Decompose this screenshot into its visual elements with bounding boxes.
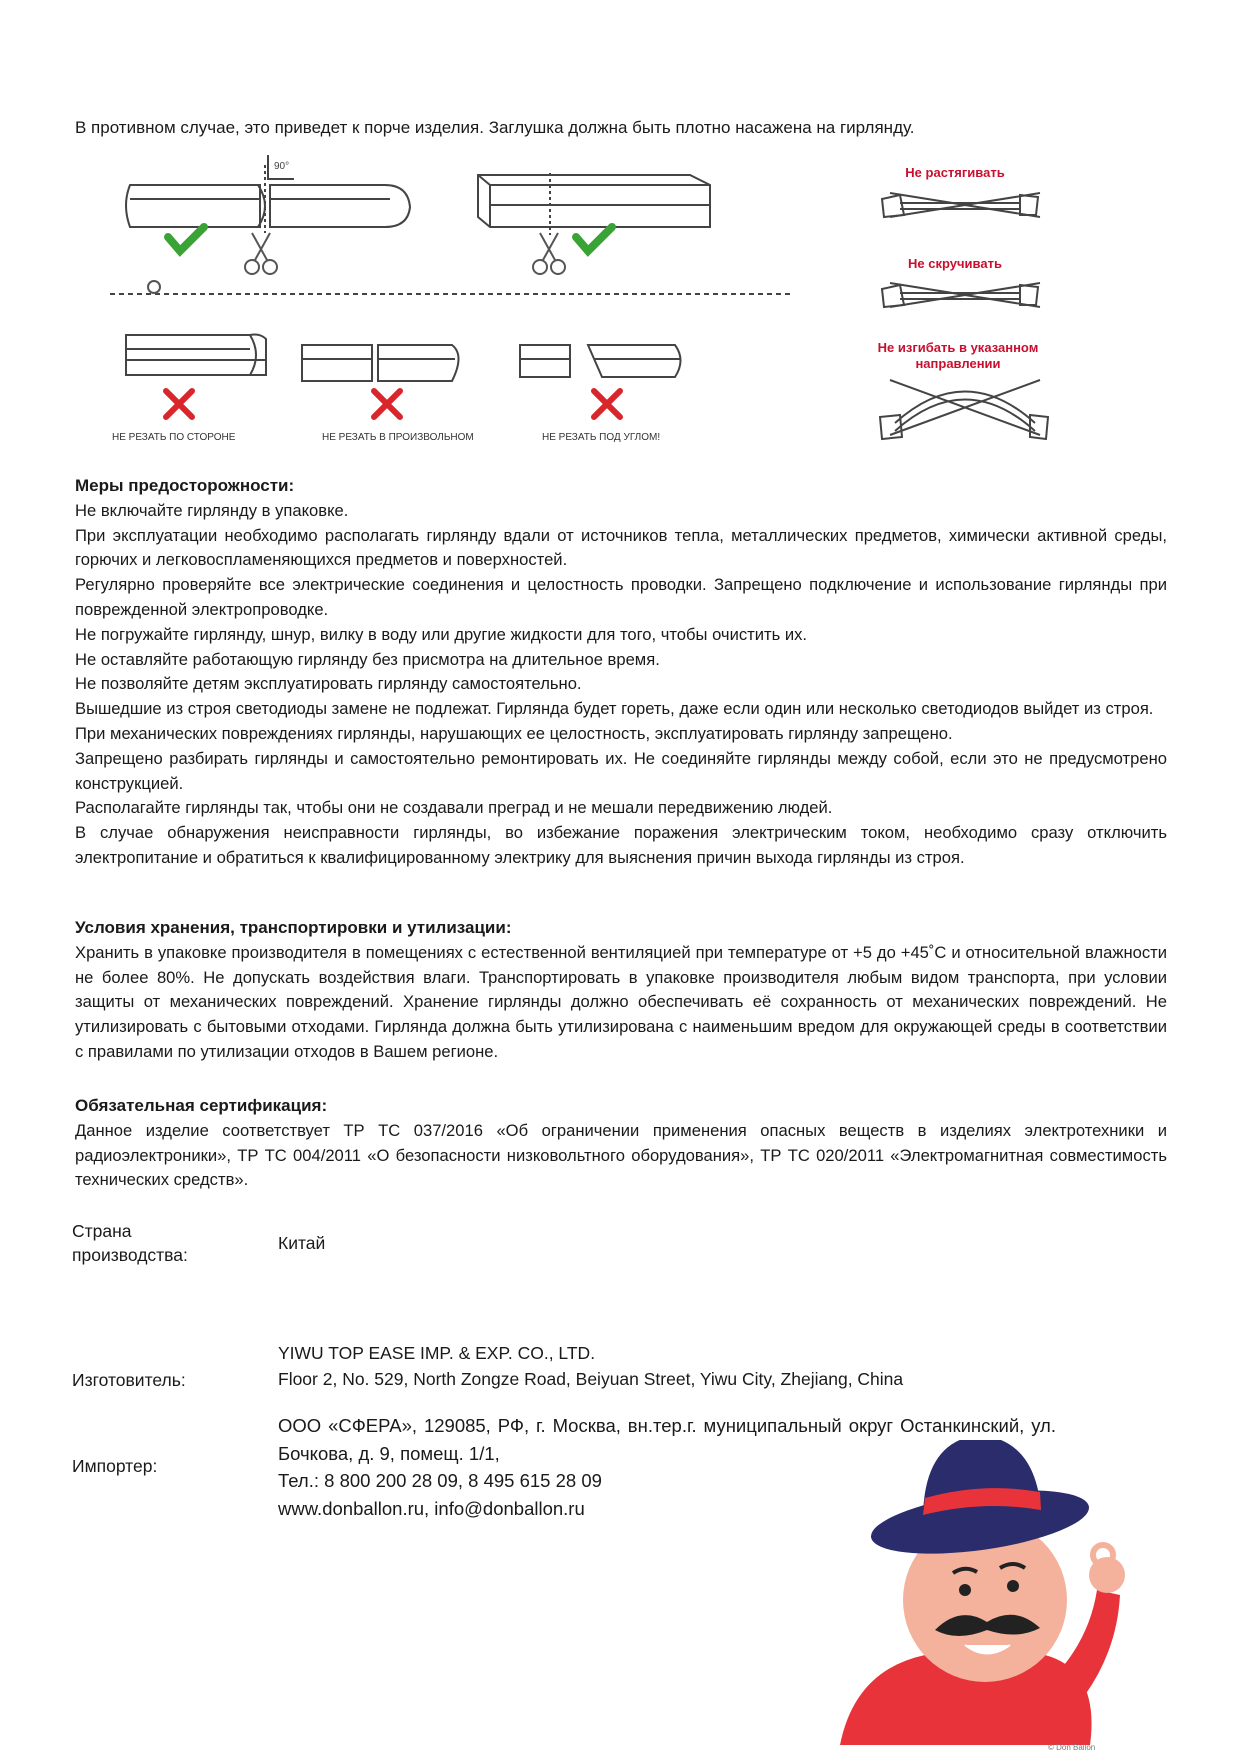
importer-phone: Тел.: 8 800 200 28 09, 8 495 615 28 09	[278, 1470, 602, 1491]
warn-no-twist: Не скручивать	[908, 256, 1002, 271]
importer-label: Импортер:	[72, 1456, 158, 1476]
certification-text: Данное изделие соответствует ТР ТС 037/2016 «Об ограничении применения опасных веществ в изделиях электротехники и радиоэлектроники», ТР ТС 004/2011 «О безопасности низковольтного оборудования», ТР ТС 020/2011 «Электромагнитная совместимость технических средств».	[75, 1120, 1167, 1190]
storage-text: Хранить в упаковке производителя в помещениях с естественной вентиляцией при температуре от +5 до +45˚С и относительной влажности не более 80%. Не допускать воздействия влаги. Транспортировать в упаковке производителя любым видом транспорта, при условии защиты от механических повреждений. Хранение гирлянды должно обеспечивать её сохранность от механических повреждений. Не утилизировать с бытовыми отходами. Гирлянда должна быть утилизирована с наименьшим вредом для окружающей среды в соответствии с правилами по утилизации отходов в Вашем регионе.	[75, 942, 1167, 1061]
cutting-diagram	[110, 155, 1070, 455]
precaution-item: При эксплуатации необходимо располагать гирлянду вдали от источников тепла, металлических предметов, химически активной среды, горючих и легковоспламеняющихся предметов и поверхностей.	[75, 525, 1167, 570]
scissors-icons	[148, 233, 565, 293]
stretch-illustration	[882, 193, 1040, 217]
storage-title: Условия хранения, транспортировки и утилизации:	[75, 918, 512, 937]
manufacturer-value	[278, 1340, 903, 1392]
precaution-item: Не позволяйте детям эксплуатировать гирлянду самостоятельно.	[75, 674, 582, 694]
certification-section	[75, 1094, 1167, 1193]
precaution-item: В случае обнаружения неисправности гирлянды, во избежание поражения электрическим током, необходимо сразу отключить электропитание и обратиться к квалифицированному электрику для выяснения причин выхода гирлянды из строя.	[75, 823, 1167, 867]
certification-title: Обязательная сертификация:	[75, 1096, 328, 1115]
precautions-title: Меры предосторожности:	[75, 476, 295, 495]
tube-bad-angle	[520, 345, 681, 377]
intro-text: В противном случае, это приведет к порче изделия. Заглушка должна быть плотно насажена на гирлянду.	[75, 118, 915, 137]
cut-label-angle: НЕ РЕЗАТЬ ПОД УГЛОМ!	[542, 432, 661, 443]
precaution-item: Запрещено разбирать гирлянды и самостоятельно ремонтировать их. Не соединяйте гирлянды между собой, если это не предусмотрено конструкцией.	[75, 748, 1167, 793]
importer-web: www.donballon.ru, info@donballon.ru	[278, 1497, 585, 1519]
cut-label-side: НЕ РЕЗАТЬ ПО СТОРОНЕ	[112, 432, 236, 443]
precaution-item: Располагайте гирлянды так, чтобы они не создавали преград и не мешали передвижению людей.	[75, 798, 833, 818]
tube-bad-random	[302, 345, 459, 381]
check-icon-1	[168, 227, 204, 251]
precaution-item: Не оставляйте работающую гирлянду без присмотра на длительное время.	[75, 649, 660, 669]
tube-ok-right	[270, 185, 410, 227]
check-icon-2	[576, 227, 612, 251]
tube-ok-top-right	[478, 175, 710, 227]
manufacturer-name: YIWU TOP EASE IMP. & EXP. CO., LTD.	[278, 1343, 596, 1363]
warn-no-bend-2: направлении	[915, 356, 1001, 371]
country-label: Страна производства:	[72, 1221, 188, 1265]
copyright-text: © Don Ballon	[1048, 1743, 1096, 1752]
precaution-item: Регулярно проверяйте все электрические соединения и целостность проводки. Запрещено подключение и использование гирлянды при поврежденной электропроводке.	[75, 575, 1167, 619]
mascot-illustration	[835, 1440, 1135, 1745]
precautions-section	[75, 474, 1167, 871]
precaution-item: Вышедшие из строя светодиоды замене не подлежат. Гирлянда будет гореть, даже если один или несколько светодиодов выйдет из строя.	[75, 699, 1154, 719]
tube-ok-left	[126, 185, 265, 227]
manufacturer-label: Изготовитель:	[72, 1370, 186, 1390]
storage-section	[75, 916, 1167, 1065]
warn-no-stretch: Не растягивать	[905, 165, 1005, 180]
precaution-item: Не погружайте гирлянду, шнур, вилку в воду или другие жидкости для того, чтобы очистить их.	[75, 624, 808, 644]
warn-no-bend: Не изгибать в указанном	[877, 340, 1039, 355]
cut-label-random: НЕ РЕЗАТЬ В ПРОИЗВОЛЬНОМ	[322, 432, 474, 443]
bend-illustration	[880, 380, 1048, 439]
tube-bad-side	[126, 335, 266, 376]
angle-label: 90°	[274, 161, 290, 172]
precaution-item: Не включайте гирлянду в упаковке.	[75, 500, 349, 520]
country-value: Китай	[278, 1233, 326, 1253]
cross-icons	[166, 391, 620, 417]
importer-address: ООО «СФЕРА», 129085, РФ, г. Москва, вн.тер.г. муниципальный округ Останкинский, ул. Бочкова, д. 9, помещ. 1/1,	[278, 1415, 1056, 1464]
manufacturer-address: Floor 2, No. 529, North Zongze Road, Beiyuan Street, Yiwu City, Zhejiang, China	[278, 1369, 904, 1389]
precaution-item: При механических повреждениях гирлянды, нарушающих ее целостность, эксплуатировать гирлянду запрещено.	[75, 723, 953, 743]
twist-illustration	[882, 283, 1040, 307]
